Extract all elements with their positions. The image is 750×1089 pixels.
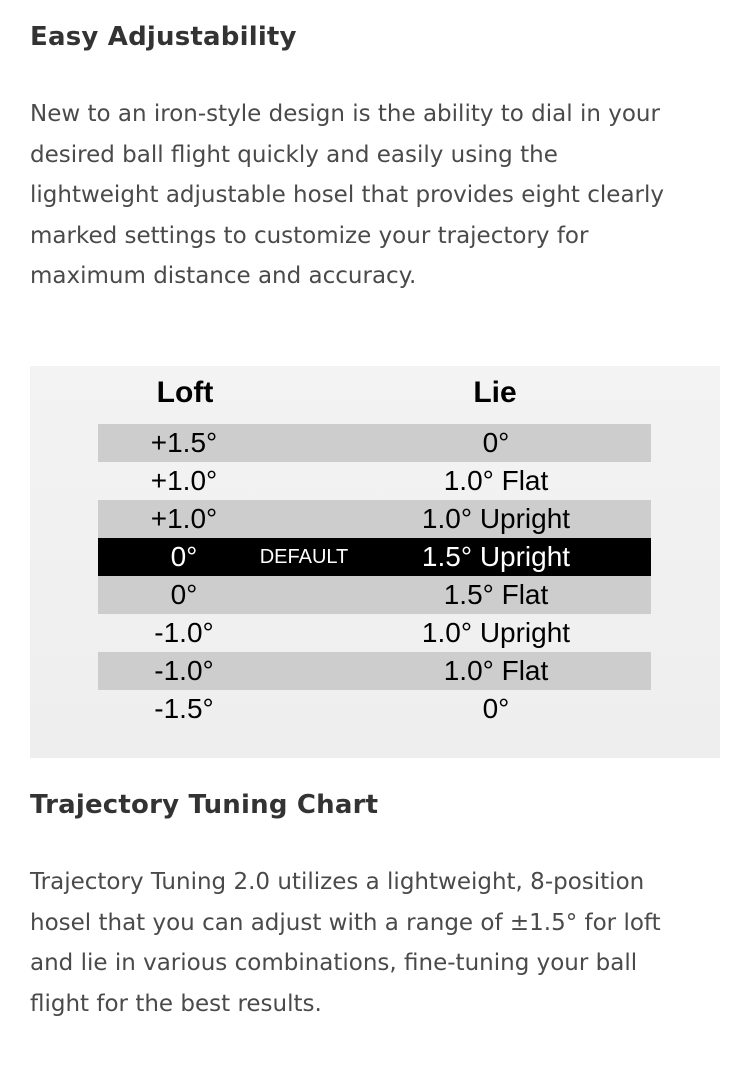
paragraph-line: and lie in various combinations, fine-tuning your ball: [30, 950, 638, 976]
lie-value: 1.0° Flat: [443, 655, 549, 686]
trajectory-tuning-chart: [30, 366, 720, 758]
lie-value: 1.5° Upright: [421, 541, 571, 572]
section-heading-easy-adjustability: Easy Adjustability: [30, 22, 297, 52]
lie-value: 1.0° Flat: [443, 465, 549, 496]
loft-value: 0°: [170, 541, 198, 572]
section-paragraph-easy-adjustability: [30, 94, 730, 297]
section-paragraph-trajectory-tuning: [30, 862, 730, 1024]
table-row: [30, 462, 720, 500]
column-header-lie: Lie: [473, 376, 517, 409]
table-row: [30, 424, 720, 462]
section-heading-trajectory-tuning-chart: Trajectory Tuning Chart: [30, 790, 379, 820]
paragraph-line: Trajectory Tuning 2.0 utilizes a lightweight, 8-position: [30, 869, 645, 895]
lie-value: 0°: [482, 427, 510, 458]
loft-value: -1.0°: [154, 655, 214, 686]
paragraph-line: maximum distance and accuracy.: [30, 263, 417, 289]
loft-value: +1.0°: [150, 503, 218, 534]
paragraph-line: New to an iron-style design is the ability to dial in your: [30, 101, 660, 127]
paragraph-line: flight for the best results.: [30, 990, 322, 1017]
default-label: DEFAULT: [259, 546, 349, 568]
lie-value: 1.5° Flat: [443, 579, 549, 610]
loft-value: -1.5°: [154, 693, 214, 724]
table-row: [30, 652, 720, 690]
table-row: [30, 690, 720, 728]
table-row: [30, 576, 720, 614]
loft-value: +1.0°: [150, 465, 218, 496]
column-header-loft: Loft: [156, 376, 214, 409]
table-row: [30, 500, 720, 538]
lie-value: 1.0° Upright: [421, 503, 571, 534]
loft-value: 0°: [170, 579, 198, 610]
lie-value: 0°: [482, 693, 510, 724]
paragraph-line: hosel that you can adjust with a range of ±1.5° for loft: [30, 909, 661, 936]
paragraph-line: desired ball flight quickly and easily using the: [30, 141, 558, 168]
table-row-default: [30, 538, 720, 576]
table-row: [30, 614, 720, 652]
paragraph-line: lightweight adjustable hosel that provides eight clearly: [30, 182, 664, 208]
loft-value: -1.0°: [154, 617, 214, 648]
lie-value: 1.0° Upright: [421, 617, 571, 648]
paragraph-line: marked settings to customize your trajectory for: [30, 222, 589, 249]
loft-value: +1.5°: [150, 427, 218, 458]
